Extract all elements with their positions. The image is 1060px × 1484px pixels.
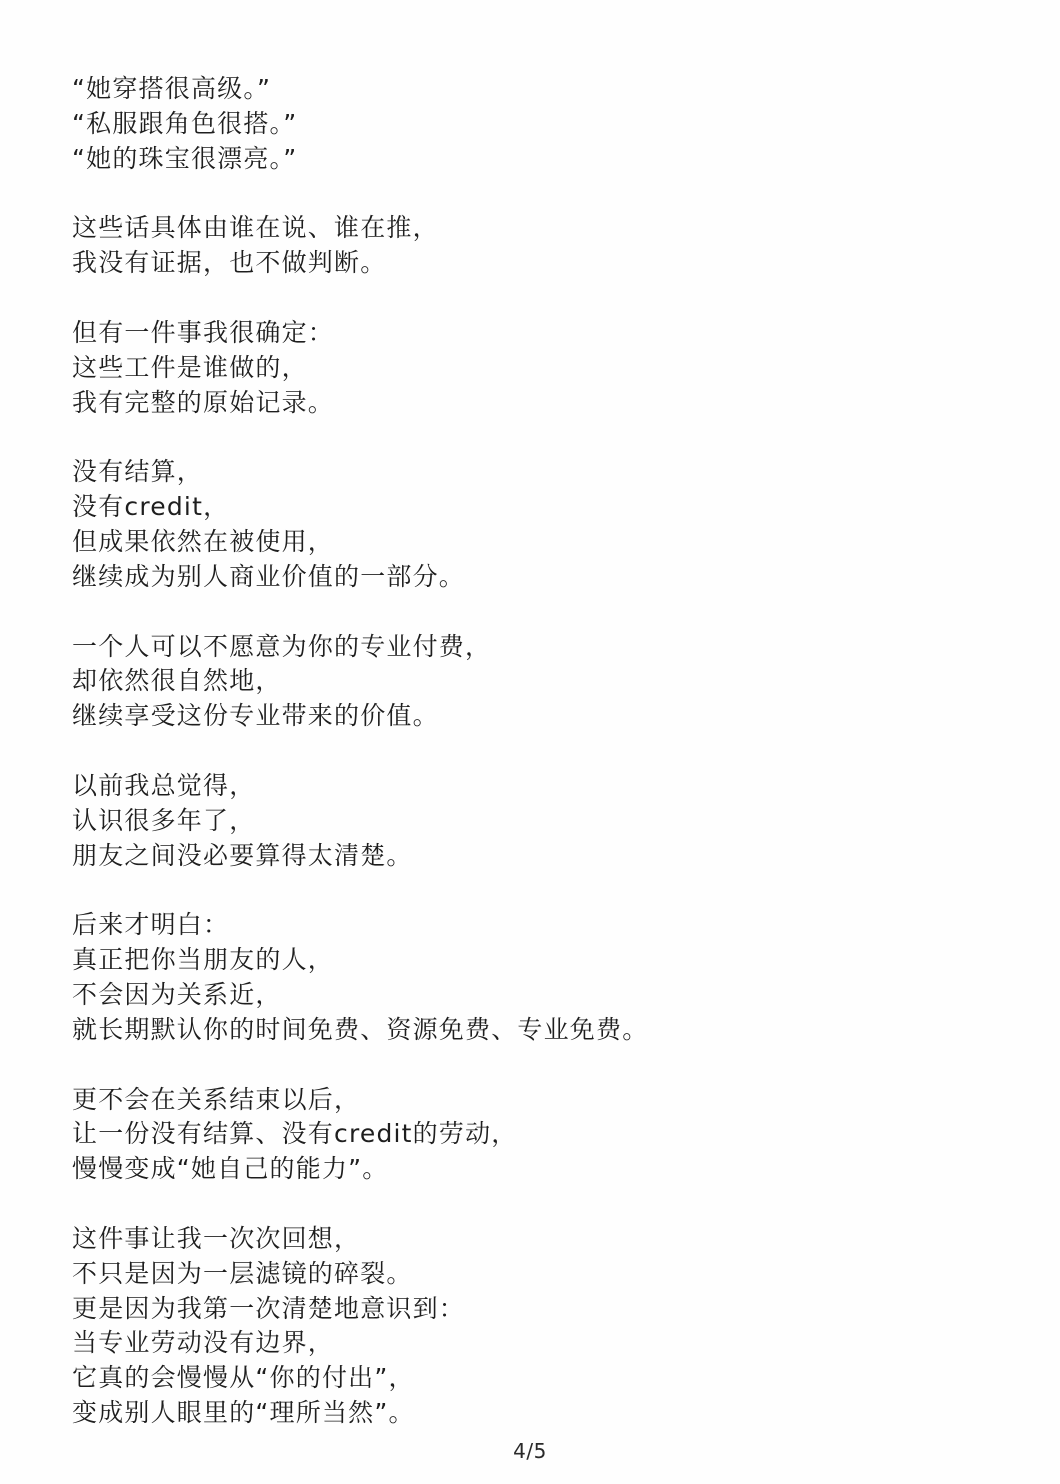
text-line: 一个人可以不愿意为你的专业付费， <box>72 631 492 661</box>
paragraph <box>72 316 992 420</box>
paragraph <box>72 630 992 734</box>
paragraph <box>72 1083 992 1187</box>
paragraph <box>72 211 992 281</box>
text-line: “私服跟角色很搭。” <box>72 108 298 138</box>
text-line: 当专业劳动没有边界， <box>72 1328 335 1358</box>
text-line: 后来才明白： <box>72 910 230 940</box>
text-line: 更不会在关系结束以后， <box>72 1084 361 1114</box>
text-line: 慢慢变成“她自己的能力”。 <box>72 1154 389 1184</box>
text-line: 这件事让我一次次回想， <box>72 1223 361 1253</box>
paragraph <box>72 908 992 1047</box>
text-line: 我有完整的原始记录。 <box>72 387 335 417</box>
text-line: 继续成为别人商业价值的一部分。 <box>72 561 466 591</box>
text-line: 它真的会慢慢从“你的付出”， <box>72 1363 415 1393</box>
text-line: 我没有证据，也不做判断。 <box>72 248 387 278</box>
text-line: 这些工件是谁做的， <box>72 352 308 382</box>
text-line: 没有结算， <box>72 457 204 487</box>
text-line: 认识很多年了， <box>72 805 256 835</box>
text-line: 让一份没有结算、没有credit的劳动， <box>72 1119 518 1149</box>
text-line: 继续享受这份专业带来的价值。 <box>72 701 439 731</box>
paragraph <box>72 1222 992 1431</box>
text-line: 这些话具体由谁在说、谁在推， <box>72 213 439 243</box>
paragraph <box>72 72 992 176</box>
text-line: 变成别人眼里的“理所当然”。 <box>72 1397 415 1427</box>
text-line: 以前我总觉得， <box>72 770 256 800</box>
text-line: “她的珠宝很漂亮。” <box>72 143 298 173</box>
text-line: 却依然很自然地， <box>72 666 282 696</box>
text-line: 不会因为关系近， <box>72 979 282 1009</box>
text-line: 就长期默认你的时间免费、资源免费、专业免费。 <box>72 1014 649 1044</box>
text-line: 更是因为我第一次清楚地意识到： <box>72 1293 466 1323</box>
text-line: 真正把你当朋友的人， <box>72 945 335 975</box>
text-line: 不只是因为一层滤镜的碎裂。 <box>72 1258 413 1288</box>
text-line: 但成果依然在被使用， <box>72 526 335 556</box>
text-line: “她穿搭很高级。” <box>72 74 272 103</box>
paragraph <box>72 769 992 873</box>
text-line: 朋友之间没必要算得太清楚。 <box>72 840 413 870</box>
page-number: 4/5 <box>513 1439 547 1463</box>
text-line: 没有credit， <box>72 492 230 522</box>
text-line: 但有一件事我很确定： <box>72 317 335 347</box>
body-text <box>72 72 992 1466</box>
paragraph <box>72 455 992 594</box>
